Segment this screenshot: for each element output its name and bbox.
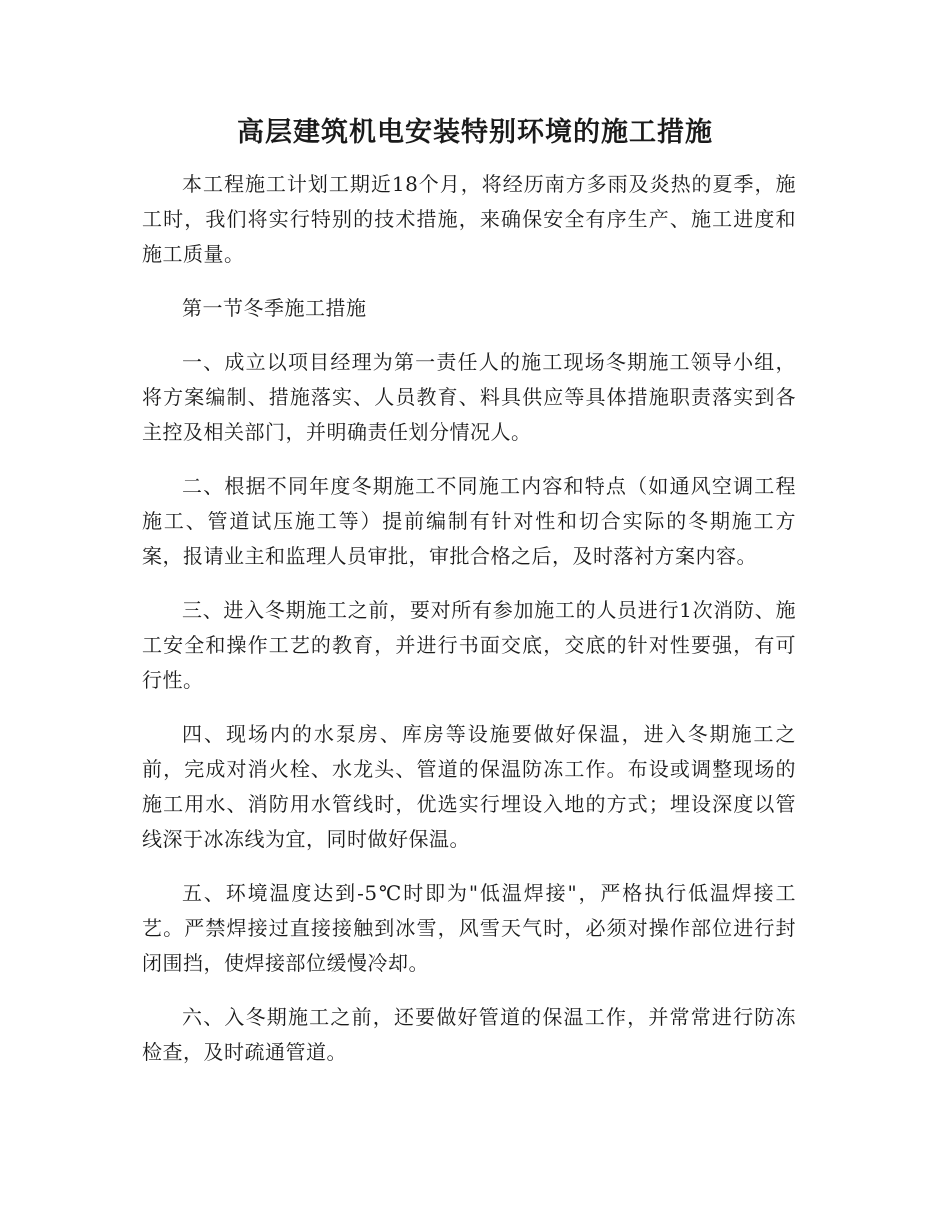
paragraph-6: 六、入冬期施工之前，还要做好管道的保温工作，并常常进行防冻检查，及时疏通管道。: [142, 1005, 796, 1064]
document-body: [142, 167, 796, 1089]
paragraph-5: 五、环境温度达到-5℃时即为"低温焊接"，严格执行低温焊接工艺。严禁焊接过直接接触到冰雪，风雪天气时，必须对操作部位进行封闭围挡，使焊接部位缓慢冷却。: [142, 881, 796, 975]
section-heading: 第一节冬季施工措施: [182, 296, 367, 320]
paragraph-1: 一、成立以项目经理为第一责任人的施工现场冬期施工领导小组，将方案编制、措施落实、人员教育、料具供应等具体措施职责落实到各主控及相关部门，并明确责任划分情况人。: [142, 350, 796, 444]
paragraph-4: 四、现场内的水泵房、库房等设施要做好保温，进入冬期施工之前，完成对消火栓、水龙头、管道的保温防冻工作。布设或调整现场的施工用水、消防用水管线时，优选实行埋设入地的方式；埋设深度以管线深于冰冻线为宜，同时做好保温。: [142, 722, 796, 851]
document-title: 高层建筑机电安装特别环境的施工措施: [237, 117, 713, 148]
paragraph-2: 二、根据不同年度冬期施工不同施工内容和特点（如通风空调工程施工、管道试压施工等）提前编制有针对性和切合实际的冬期施工方案，报请业主和监理人员审批，审批合格之后，及时落衬方案内容。: [142, 474, 796, 568]
intro-paragraph: 本工程施工计划工期近18个月，将经历南方多雨及炎热的夏季，施工时，我们将实行特别的技术措施，来确保安全有序生产、施工进度和施工质量。: [142, 172, 796, 266]
paragraph-3: 三、进入冬期施工之前，要对所有参加施工的人员进行1次消防、施工安全和操作工艺的教育，并进行书面交底，交底的针对性要强，有可行性。: [142, 598, 796, 692]
